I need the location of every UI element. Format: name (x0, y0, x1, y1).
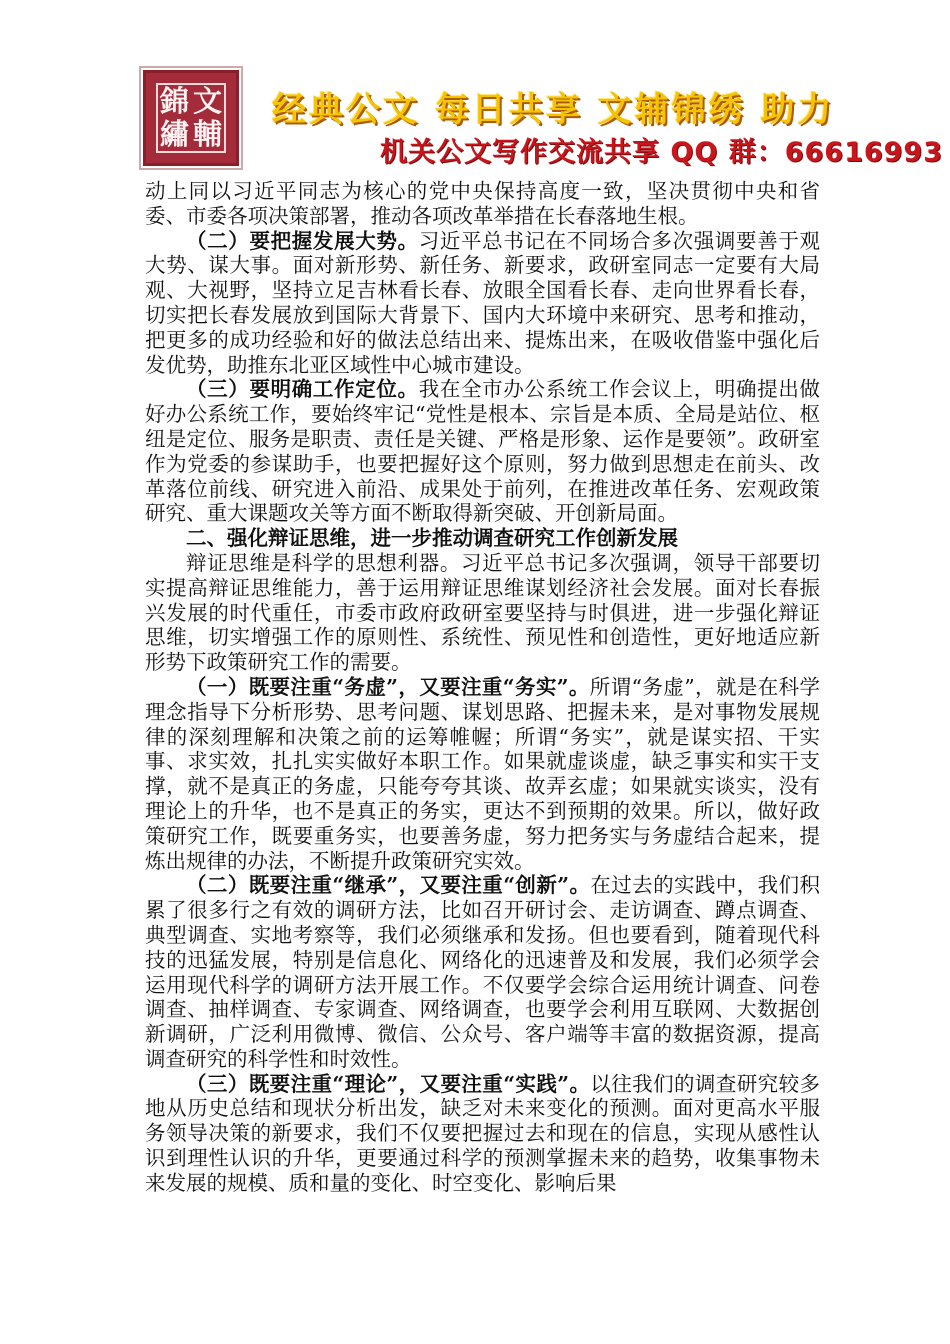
paragraph-text: 习近平总书记在不同场合多次强调要善于观大势、谋大事。面对新形势、新任务、新要求，政研室同志一定要有大局观、大视野，坚持立足吉林看长春、放眼全国看长春、走向世界看长春，切实把长春发展放到国际大背景下、国内大环境中来研究、思考和推动，把更多的成功经验和好的做法总结出来、提炼出来，在吸收借鉴中强化后发优势，助推东北亚区域性中心城市建设。 (145, 228, 821, 377)
header-group-line: 机关公文写作交流共享 QQ 群：66616993 (380, 137, 943, 168)
paragraph-text: 辩证思维是科学的思想利器。习近平总书记多次强调，领导干部要切实提高辩证思维能力，善于运用辩证思维谋划经济社会发展。面对长春振兴发展的时代重任，市委市政府政研室要坚持与时俱进，进一步强化辩证思维，切实增强工作的原则性、系统性、预见性和创造性，更好地适应新形势下政策研究工作的需要。 (145, 550, 820, 675)
paragraph-text: 以往我们的调查研究较多地从历史总结和现状分析出发，缺乏对未来变化的预测。面对更高水平服务领导决策的新要求，我们不仅要把握过去和现在的信息，实现从感性认识到理性认识的升华，更要通过科学的预测掌握未来的趋势，收集事物未来发展的规模、质和量的变化、时空变化、影响后果 (145, 1071, 820, 1195)
paragraph-heading: （三）既要注重“理论”，又要注重“实践”。 (186, 1071, 591, 1096)
paragraph-heading: （二）要把握发展大势。 (186, 228, 419, 253)
paragraph (145, 229, 820, 378)
seal-char: 文 (192, 84, 222, 118)
paragraph (145, 1072, 820, 1196)
paragraph (145, 675, 820, 873)
paragraph (145, 873, 820, 1071)
document-body (145, 179, 820, 1196)
paragraph-heading: （二）既要注重“继承”，又要注重“创新”。 (186, 873, 591, 898)
seal-logo (143, 70, 239, 166)
paragraph-text: 在过去的实践中，我们积累了很多行之有效的调研方法，比如召开研讨会、走访调查、蹲点调查、典型调查、实地考察等，我们必须继承和发扬。但也要看到，随着现代科技的迅猛发展，特别是信息化、网络化的迅速普及和发展，我们必须学会运用现代科学的调研方法开展工作。不仅要学会综合运用统计调查、问卷调查、抽样调查、专家调查、网络调查，也要学会利用互联网、大数据创新调研，广泛利用微博、微信、公众号、客户端等丰富的数据资源，提高调查研究的科学性和时效性。 (145, 873, 820, 1071)
paragraph (145, 179, 820, 229)
section-title: 二、强化辩证思维，进一步推动调查研究工作创新发展 (186, 526, 678, 551)
seal-char: 輔 (192, 117, 222, 151)
paragraph-heading: （三）要明确工作定位。 (186, 377, 419, 402)
seal-char: 錦 (159, 84, 189, 118)
paragraph (145, 377, 820, 526)
seal-char: 繡 (159, 117, 189, 151)
page-header (0, 0, 950, 180)
header-slogan: 经典公文 每日共享 文辅锦绣 助力 (272, 90, 835, 130)
paragraph (145, 551, 820, 675)
paragraph-text: 我在全市办公系统工作会议上，明确提出做好办公系统工作，要始终牢记“党性是根本、宗旨是本质、全局是站位、枢纽是定位、服务是职责、责任是关键、严格是形象、运作是要领”。政研室作为党委的参谋助手，也要把握好这个原则，努力做到思想走在前头、改革落位前线、研究进入前沿、成果处于前列，在推进改革任务、宏观政策研究、重大课题攻关等方面不断取得新突破、开创新局面。 (145, 377, 821, 526)
paragraph-text: 动上同以习近平同志为核心的党中央保持高度一致，坚决贯彻中央和省委、市委各项决策部署，推动各项改革举措在长春落地生根。 (145, 179, 820, 228)
paragraph-text: 所谓“务虚”，就是在科学理念指导下分析形势、思考问题、谋划思路、把握未来，是对事物发展规律的深刻理解和决策之前的运筹帷幄；所谓“务实”，就是谋实招、干实事、求实效，扎扎实实做好本职工作。如果就虚谈虚，缺乏事实和实干支撑，就不是真正的务虚，只能夸夸其谈、故弄玄虚；如果就实谈实，没有理论上的升华，也不是真正的务实，更达不到预期的效果。所以，做好政策研究工作，既要重务实，也要善务虚，努力把务实与务虚结合起来，提炼出规律的办法，不断提升政策研究实效。 (145, 674, 820, 873)
paragraph-heading: （一）既要注重“务虚”，又要注重“务实”。 (186, 674, 590, 699)
